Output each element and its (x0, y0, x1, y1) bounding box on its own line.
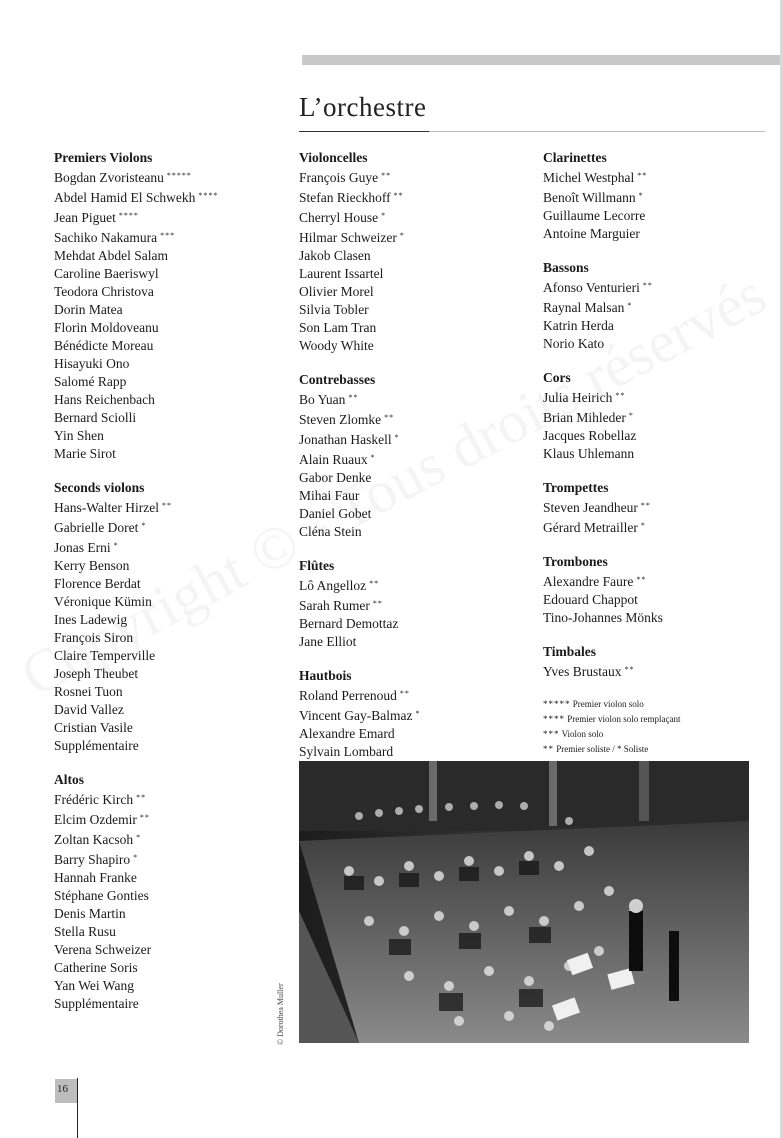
member-name: Supplémentaire (54, 996, 139, 1011)
member-row (543, 427, 778, 445)
member-name: Silvia Tobler (299, 302, 369, 317)
section (543, 643, 778, 681)
member-name: Claire Temperville (54, 648, 156, 663)
member-name: Benoît Willmann (543, 190, 636, 205)
member-row (299, 409, 534, 429)
role-mark: * (638, 191, 644, 200)
member-name: Mehdat Abdel Salam (54, 248, 168, 263)
member-name: Joseph Theubet (54, 666, 139, 681)
legend-stars: ***** (543, 699, 571, 709)
section (543, 369, 778, 463)
member-name: Sachiko Nakamura (54, 230, 158, 245)
member-row (543, 497, 778, 517)
member-name: Dorin Matea (54, 302, 123, 317)
member-name: Zoltan Kacsoh (54, 832, 134, 847)
member-row (54, 497, 289, 517)
member-row (54, 409, 289, 427)
member-name: Woody White (299, 338, 374, 353)
member-row (54, 391, 289, 409)
role-mark: * (133, 853, 139, 862)
member-row (54, 829, 289, 849)
title-rule-extension (429, 131, 765, 132)
member-row (54, 265, 289, 283)
role-mark: * (370, 453, 376, 462)
role-mark: ** (636, 575, 647, 584)
role-mark: **** (198, 191, 219, 200)
member-row (299, 265, 534, 283)
member-name: Steven Jeandheur (543, 500, 638, 515)
member-row (54, 337, 289, 355)
member-row (54, 959, 289, 977)
member-row (543, 517, 778, 537)
member-name: Caroline Baeriswyl (54, 266, 159, 281)
member-name: Alexandre Faure (543, 574, 634, 589)
member-row (54, 789, 289, 809)
member-name: Katrin Herda (543, 318, 614, 333)
section-heading: Timbales (543, 644, 597, 659)
member-name: Cléna Stein (299, 524, 362, 539)
member-row (54, 207, 289, 227)
legend-item (543, 727, 778, 742)
section-heading: Violoncelles (299, 150, 368, 165)
role-mark: * (640, 521, 646, 530)
member-row (543, 317, 778, 335)
column-1 (54, 149, 289, 1029)
section-heading: Seconds violons (54, 480, 145, 495)
section (299, 667, 534, 761)
legend-text: Premier violon solo (572, 699, 644, 709)
page-number: 16 (57, 1083, 68, 1095)
member-name: Bogdan Zvoristeanu (54, 170, 164, 185)
member-name: Son Lam Tran (299, 320, 377, 335)
member-name: David Vallez (54, 702, 124, 717)
member-name: Laurent Issartel (299, 266, 384, 281)
member-row (299, 301, 534, 319)
member-name: Jonathan Haskell (299, 432, 392, 447)
member-name: Supplémentaire (54, 738, 139, 753)
member-row (54, 575, 289, 593)
role-mark: ** (637, 171, 648, 180)
legend-stars: ** (543, 744, 554, 754)
member-name: Edouard Chappot (543, 592, 638, 607)
member-name: Afonso Venturieri (543, 280, 640, 295)
member-name: Verena Schweizer (54, 942, 152, 957)
member-name: Sarah Rumer (299, 598, 370, 613)
member-row (299, 247, 534, 265)
member-row (543, 277, 778, 297)
member-row (54, 557, 289, 575)
member-row (299, 429, 534, 449)
member-row (54, 611, 289, 629)
legend-text: Premier soliste / * Soliste (556, 744, 649, 754)
member-name: Roland Perrenoud (299, 688, 397, 703)
member-row (54, 355, 289, 373)
member-name: Stefan Rieckhoff (299, 190, 391, 205)
member-row (54, 719, 289, 737)
member-name: Hans-Walter Hirzel (54, 500, 159, 515)
member-row (54, 809, 289, 829)
member-row (54, 701, 289, 719)
member-name: Daniel Gobet (299, 506, 372, 521)
column-3 (543, 149, 778, 757)
member-name: Steven Zlomke (299, 412, 382, 427)
member-row (299, 319, 534, 337)
member-row (299, 283, 534, 301)
section-heading: Cors (543, 370, 571, 385)
member-row (299, 167, 534, 187)
member-row (54, 737, 289, 755)
page-number-rule (77, 1078, 78, 1138)
member-row (543, 335, 778, 353)
member-name: Jane Elliot (299, 634, 357, 649)
role-mark: * (381, 211, 387, 220)
member-name: Alexandre Emard (299, 726, 395, 741)
member-name: Denis Martin (54, 906, 126, 921)
orchestra-photo-image (299, 761, 749, 1043)
member-name: Jean Piguet (54, 210, 116, 225)
legend-text: Premier violon solo remplaçant (567, 714, 681, 724)
member-name: Alain Ruaux (299, 452, 368, 467)
role-mark: * (141, 521, 147, 530)
member-row (299, 575, 534, 595)
member-name: Rosnei Tuon (54, 684, 123, 699)
member-name: Barry Shapiro (54, 852, 131, 867)
member-row (543, 445, 778, 463)
section-heading: Premiers Violons (54, 150, 153, 165)
member-row (299, 337, 534, 355)
member-row (299, 685, 534, 705)
member-name: Catherine Soris (54, 960, 138, 975)
member-row (54, 319, 289, 337)
member-row (54, 665, 289, 683)
column-2 (299, 149, 534, 777)
member-name: Gérard Metrailler (543, 520, 638, 535)
member-name: Jacques Robellaz (543, 428, 637, 443)
section-heading: Contrebasses (299, 372, 376, 387)
member-name: Michel Westphal (543, 170, 635, 185)
section-heading: Hautbois (299, 668, 352, 683)
member-name: Vincent Gay-Balmaz (299, 708, 413, 723)
member-row (54, 227, 289, 247)
member-row (299, 615, 534, 633)
legend (543, 697, 778, 757)
section-heading: Flûtes (299, 558, 335, 573)
section-heading: Trombones (543, 554, 608, 569)
section (299, 557, 534, 651)
member-row (299, 187, 534, 207)
member-row (543, 207, 778, 225)
member-name: Elcim Ozdemir (54, 812, 137, 827)
member-name: Stéphane Gonties (54, 888, 149, 903)
member-row (299, 207, 534, 227)
member-name: Olivier Morel (299, 284, 374, 299)
role-mark: * (399, 231, 405, 240)
section (54, 479, 289, 755)
member-row (54, 593, 289, 611)
member-name: Bernard Demottaz (299, 616, 399, 631)
member-name: Teodora Christova (54, 284, 154, 299)
member-name: Florin Moldoveanu (54, 320, 159, 335)
role-mark: ***** (166, 171, 192, 180)
member-name: Yves Brustaux (543, 664, 622, 679)
member-name: Stella Rusu (54, 924, 116, 939)
member-row (299, 595, 534, 615)
legend-stars: **** (543, 714, 565, 724)
member-row (543, 187, 778, 207)
role-mark: ** (399, 689, 410, 698)
member-row (54, 905, 289, 923)
section (299, 371, 534, 541)
role-mark: ** (381, 171, 392, 180)
section-heading: Trompettes (543, 480, 609, 495)
member-name: Ines Ladewig (54, 612, 128, 627)
member-name: Yan Wei Wang (54, 978, 134, 993)
member-row (543, 591, 778, 609)
role-mark: ** (139, 813, 150, 822)
role-mark: * (394, 433, 400, 442)
member-name: Antoine Marguier (543, 226, 640, 241)
role-mark: ** (384, 413, 395, 422)
header-bar (302, 55, 780, 65)
legend-item (543, 712, 778, 727)
member-row (543, 225, 778, 243)
member-row (54, 517, 289, 537)
member-row (299, 389, 534, 409)
member-name: Hisayuki Ono (54, 356, 130, 371)
member-row (299, 705, 534, 725)
member-row (54, 167, 289, 187)
role-mark: ** (136, 793, 147, 802)
member-name: Julia Heirich (543, 390, 613, 405)
member-name: Salomé Rapp (54, 374, 127, 389)
member-name: Florence Berdat (54, 576, 141, 591)
role-mark: * (113, 541, 119, 550)
member-name: Hilmar Schweizer (299, 230, 397, 245)
member-row (54, 187, 289, 207)
member-name: Hans Reichenbach (54, 392, 155, 407)
member-row (54, 445, 289, 463)
member-name: Bo Yuan (299, 392, 346, 407)
role-mark: ** (393, 191, 404, 200)
member-row (543, 167, 778, 187)
member-row (299, 725, 534, 743)
role-mark: * (136, 833, 142, 842)
member-name: Bénédicte Moreau (54, 338, 154, 353)
page-title: L’orchestre (299, 92, 427, 122)
member-name: Cristian Vasile (54, 720, 133, 735)
member-row (54, 247, 289, 265)
member-name: Marie Sirot (54, 446, 116, 461)
member-row (54, 683, 289, 701)
section-heading: Altos (54, 772, 84, 787)
role-mark: ** (369, 579, 380, 588)
member-name: Gabrielle Doret (54, 520, 139, 535)
section (299, 149, 534, 355)
member-row (299, 523, 534, 541)
member-name: Klaus Uhlemann (543, 446, 635, 461)
legend-item (543, 697, 778, 712)
member-row (299, 633, 534, 651)
member-row (54, 977, 289, 995)
member-row (54, 923, 289, 941)
member-name: Brian Mihleder (543, 410, 626, 425)
legend-stars: *** (543, 729, 560, 739)
member-row (299, 505, 534, 523)
member-name: Mihai Faur (299, 488, 360, 503)
member-name: Guillaume Lecorre (543, 208, 646, 223)
role-mark: ** (640, 501, 651, 510)
section (543, 479, 778, 537)
member-name: Kerry Benson (54, 558, 130, 573)
member-row (299, 469, 534, 487)
member-row (54, 629, 289, 647)
member-row (54, 869, 289, 887)
member-name: Lô Angelloz (299, 578, 367, 593)
member-row (54, 941, 289, 959)
member-name: Tino-Johannes Mönks (543, 610, 663, 625)
member-name: Gabor Denke (299, 470, 372, 485)
title-underline (299, 131, 429, 132)
member-row (543, 297, 778, 317)
member-name: Cherryl House (299, 210, 379, 225)
member-row (543, 407, 778, 427)
member-row (54, 887, 289, 905)
member-row (54, 995, 289, 1013)
section (543, 149, 778, 243)
member-row (54, 849, 289, 869)
member-name: François Guye (299, 170, 379, 185)
member-row (54, 283, 289, 301)
member-name: Norio Kato (543, 336, 605, 351)
member-row (299, 227, 534, 247)
member-name: François Siron (54, 630, 134, 645)
member-row (543, 571, 778, 591)
role-mark: * (415, 709, 421, 718)
role-mark: ** (624, 665, 635, 674)
section (54, 149, 289, 463)
member-row (299, 449, 534, 469)
section (543, 259, 778, 353)
member-name: Yin Shen (54, 428, 104, 443)
role-mark: ** (615, 391, 626, 400)
role-mark: ** (372, 599, 383, 608)
member-name: Abdel Hamid El Schwekh (54, 190, 196, 205)
member-row (54, 647, 289, 665)
legend-text: Violon solo (561, 729, 604, 739)
section (54, 771, 289, 1013)
role-mark: ** (162, 501, 172, 510)
photo-credit: © Dorothea Muller (276, 983, 285, 1045)
member-name: Raynal Malsan (543, 300, 625, 315)
member-row (543, 387, 778, 407)
orchestra-photo (299, 761, 749, 1043)
member-name: Jakob Clasen (299, 248, 371, 263)
role-mark: * (627, 301, 633, 310)
member-row (543, 609, 778, 627)
member-name: Véronique Kümin (54, 594, 152, 609)
legend-item (543, 742, 778, 757)
member-name: Bernard Sciolli (54, 410, 137, 425)
section-heading: Clarinettes (543, 150, 607, 165)
role-mark: ** (348, 393, 359, 402)
role-mark: * (628, 411, 634, 420)
member-name: Jonas Erni (54, 540, 111, 555)
member-row (54, 537, 289, 557)
member-name: Sylvain Lombard (299, 744, 394, 759)
member-name: Hannah Franke (54, 870, 137, 885)
role-mark: *** (160, 231, 176, 240)
member-row (543, 661, 778, 681)
role-mark: ** (642, 281, 653, 290)
section (543, 553, 778, 627)
member-row (299, 487, 534, 505)
member-row (54, 373, 289, 391)
member-row (299, 743, 534, 761)
member-row (54, 301, 289, 319)
role-mark: **** (118, 211, 139, 220)
member-name: Frédéric Kirch (54, 792, 134, 807)
member-row (54, 427, 289, 445)
section-heading: Bassons (543, 260, 589, 275)
